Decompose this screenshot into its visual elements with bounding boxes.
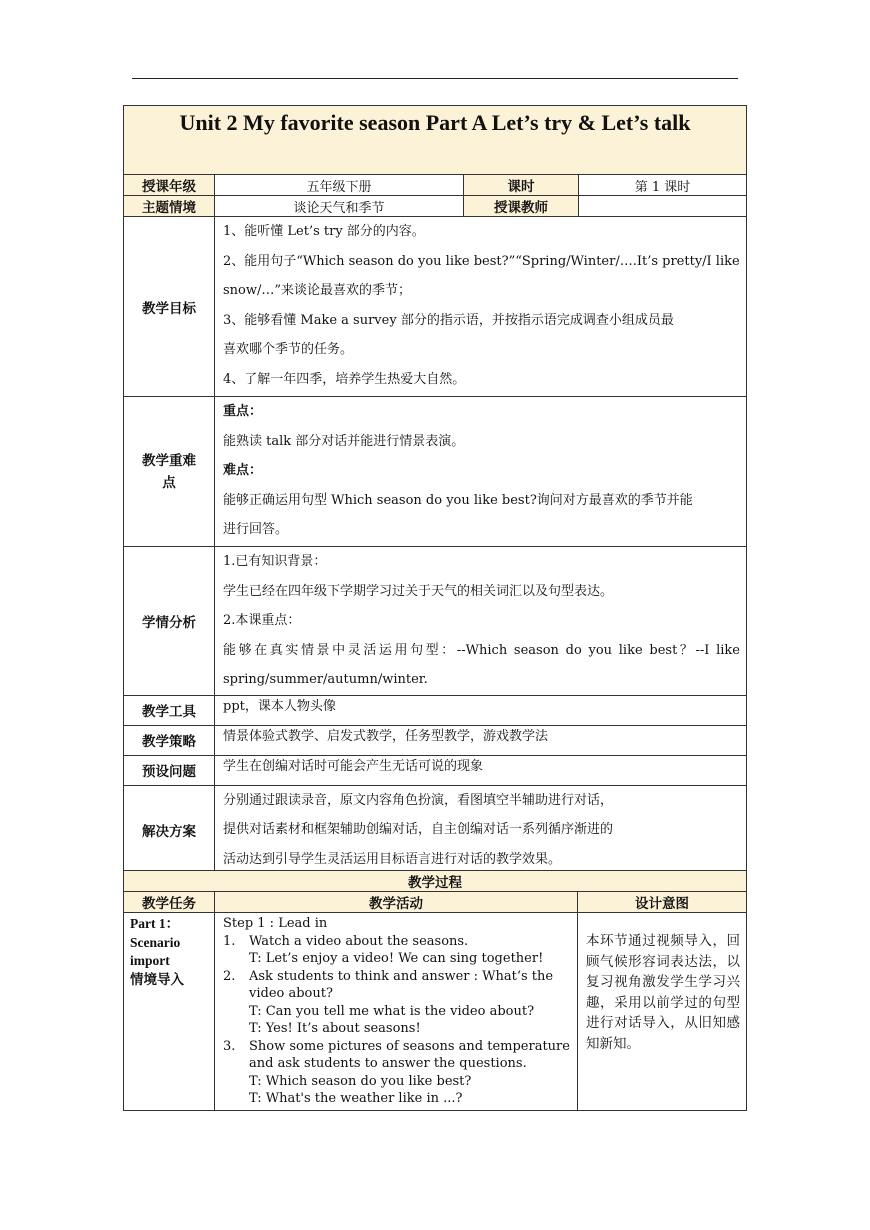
goal-line: 喜欢哪个季节的任务。 — [223, 342, 354, 357]
step-sub: T: Let’s enjoy a video! We can sing together! — [249, 951, 544, 966]
goal-line: snow/…”来谈论最喜欢的季节； — [223, 283, 412, 298]
solutions-label: 解决方案 — [124, 785, 215, 875]
key-text: 能熟读 talk 部分对话并能进行情景表演。 — [223, 433, 465, 449]
tools-label: 教学工具 — [124, 695, 215, 725]
difficulty-line: 进行回答。 — [223, 522, 289, 537]
step-number: 3. — [223, 1038, 236, 1054]
part1-activities — [215, 913, 578, 1111]
analysis-label: 学情分析 — [124, 547, 215, 696]
keypoints-label — [124, 397, 215, 547]
step-list — [223, 933, 571, 1108]
solution-line: 提供对话素材和框架辅助创编对话，自主创编对话一系列循序渐进的 — [223, 822, 614, 837]
lesson-plan-table — [123, 105, 747, 876]
step-text: Ask students to think and answer : What‘s the video about? — [249, 968, 554, 1001]
step-item — [223, 968, 571, 1038]
grade-value: 五年级下册 — [215, 175, 464, 196]
part1-task — [124, 913, 215, 1111]
page-title: Unit 2 My favorite season Part A Let’s try & Let’s talk — [124, 106, 747, 175]
step-sub: T: Which season do you like best? — [249, 1073, 472, 1089]
process-heading: 教学过程 — [124, 871, 747, 892]
goals-label: 教学目标 — [124, 217, 215, 397]
analysis-line: 能够在真实情景中灵活运用句型：--Which season do you like best？--I like — [223, 642, 740, 658]
step-text: Show some pictures of seasons and temperature and ask students to answer the questions. — [249, 1038, 570, 1071]
task-line: Scenario — [130, 934, 181, 950]
tools-value: ppt，课本人物头像 — [215, 695, 747, 725]
theme-label: 主题情境 — [124, 196, 215, 217]
analysis-line: 学生已经在四年级下学期学习过关于天气的相关词汇以及句型表达。 — [223, 583, 614, 599]
step-number: 1. — [223, 933, 236, 949]
step-title: Step 1 : Lead in — [223, 916, 328, 931]
process-table — [123, 870, 747, 1111]
step-sub: T: Yes! It’s about seasons! — [249, 1021, 421, 1036]
task-line: 情境导入 — [130, 971, 184, 987]
goal-line: 4、了解一年四季，培养学生热爱大自然。 — [223, 371, 466, 387]
period-label: 课时 — [464, 175, 579, 196]
task-line: import — [130, 953, 170, 968]
part1-intent: 本环节通过视频导入，回顾气候形容词表达法，以复习视角激发学生学习兴趣，采用以前学过的句型进行对话导入，从旧知感知新知。 — [578, 913, 747, 1111]
analysis-content — [215, 547, 747, 696]
keypoints-label-text: 教学重难点 — [142, 452, 196, 491]
strategy-label: 教学策略 — [124, 725, 215, 755]
keypoints-content — [215, 397, 747, 547]
theme-value: 谈论天气和季节 — [215, 196, 464, 217]
step-text: Watch a video about the seasons. — [249, 933, 469, 949]
goals-content — [215, 217, 747, 397]
goal-line: 2、能用句子“Which season do you like best?”“Spring/Winter/….It’s pretty/I like — [223, 253, 740, 269]
col-activity-header: 教学活动 — [215, 892, 578, 913]
step-sub: T: What's the weather like in ...? — [249, 1091, 463, 1106]
analysis-line: 1.已有知识背景： — [223, 554, 327, 569]
step-number: 2. — [223, 968, 236, 984]
col-intent-header: 设计意图 — [578, 892, 747, 913]
teacher-value — [579, 196, 747, 217]
problems-value: 学生在创编对话时可能会产生无话可说的现象 — [215, 755, 747, 785]
solution-line: 活动达到引导学生灵活运用目标语言进行对话的教学效果。 — [223, 851, 562, 867]
solutions-content — [215, 785, 747, 875]
teacher-label: 授课教师 — [464, 196, 579, 217]
period-value: 第 1 课时 — [579, 175, 747, 196]
solution-line: 分别通过跟读录音，原文内容角色扮演，看图填空半辅助进行对话， — [223, 792, 614, 808]
difficulty-heading: 难点： — [223, 463, 263, 478]
step-sub: T: Can you tell me what is the video about? — [249, 1003, 535, 1019]
grade-label: 授课年级 — [124, 175, 215, 196]
problems-label: 预设问题 — [124, 755, 215, 785]
task-line: Part 1： — [130, 916, 180, 931]
key-heading: 重点： — [223, 404, 263, 419]
goal-line: 1、能听懂 Let’s try 部分的内容。 — [223, 224, 425, 239]
analysis-line: spring/summer/autumn/winter. — [223, 672, 428, 687]
col-task-header: 教学任务 — [124, 892, 215, 913]
step-item — [223, 933, 571, 968]
header-rule — [132, 78, 738, 79]
strategy-value: 情景体验式教学、启发式教学，任务型教学，游戏教学法 — [215, 725, 747, 755]
difficulty-line: 能够正确运用句型 Which season do you like best?询问对方最喜欢的季节并能 — [223, 492, 693, 508]
step-item — [223, 1038, 571, 1108]
goal-line: 3、能够看懂 Make a survey 部分的指示语，并按指示语完成调查小组成员最 — [223, 312, 674, 328]
analysis-line: 2.本课重点： — [223, 613, 301, 628]
